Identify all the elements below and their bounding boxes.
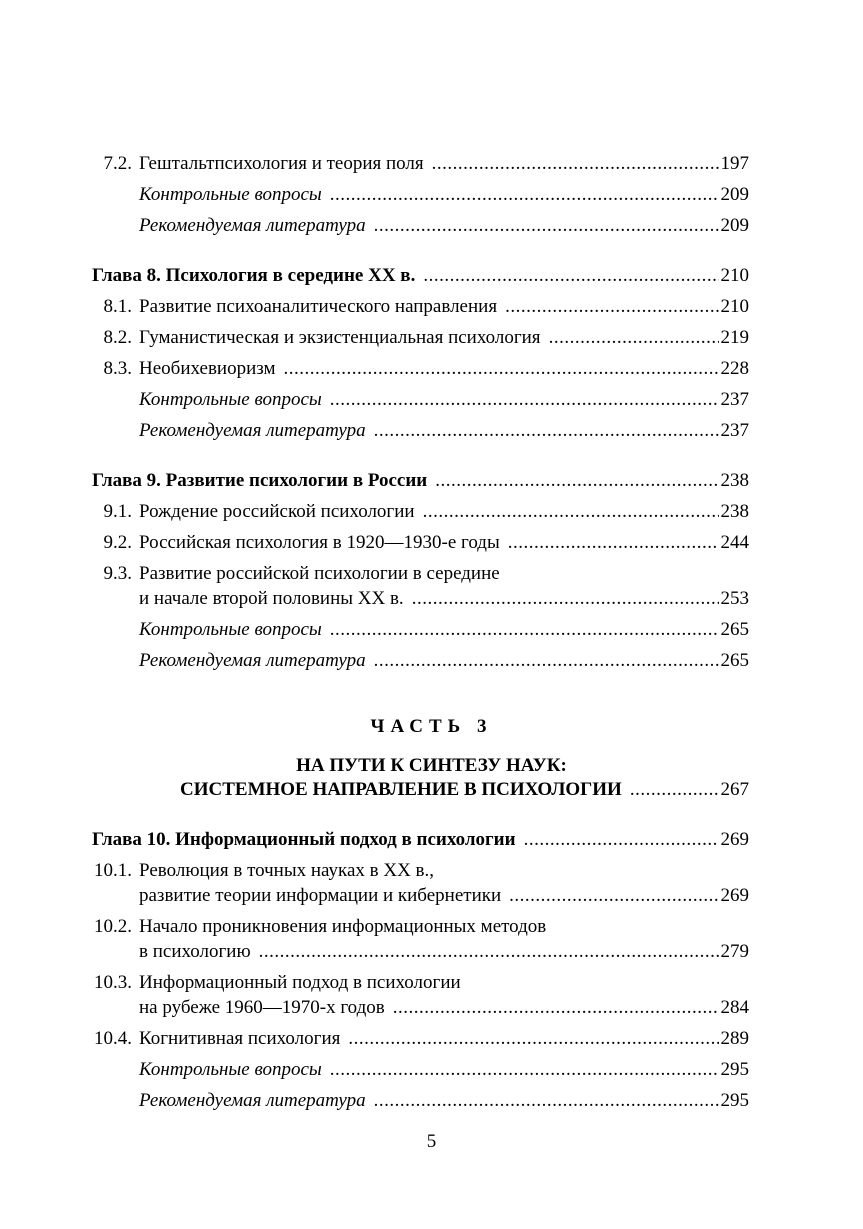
section-title: Контрольные вопросы xyxy=(139,619,322,640)
page-ref: 279 xyxy=(720,941,749,962)
section-number: 7.2. xyxy=(103,153,132,174)
toc-entry-ch10-literature xyxy=(92,1089,749,1113)
section-title: Развитие психоаналитического направления xyxy=(139,296,498,317)
leader-dots xyxy=(330,618,719,642)
section-number: 10.4. xyxy=(94,1028,132,1049)
leader-dots xyxy=(348,1027,718,1051)
section-title-line1: Развитие российской психологии в середине xyxy=(139,563,500,584)
page-ref: 253 xyxy=(720,588,749,609)
section-number: 9.1. xyxy=(103,501,132,522)
leader-dots xyxy=(330,1058,719,1082)
leader-dots xyxy=(524,828,719,852)
toc-entry-ch7-questions xyxy=(92,183,749,207)
section-number: 9.2. xyxy=(103,532,132,553)
leader-dots xyxy=(508,531,719,555)
toc-entry-10-2 xyxy=(92,915,749,939)
section-number: 8.1. xyxy=(103,296,132,317)
toc-entry-9-1 xyxy=(92,500,749,524)
page-ref: 209 xyxy=(720,215,749,236)
leader-dots xyxy=(549,326,719,350)
toc-entry-ch8-questions xyxy=(92,388,749,412)
page-ref: 237 xyxy=(720,389,749,410)
section-title: Рождение российской психологии xyxy=(139,501,415,522)
section-title: Гештальтпсихология и теория поля xyxy=(139,153,424,174)
page-ref: 197 xyxy=(720,153,749,174)
toc-entry-10-4 xyxy=(92,1027,749,1051)
section-title: Необихевиоризм xyxy=(139,358,276,379)
leader-dots xyxy=(505,295,718,319)
page-ref: 219 xyxy=(720,327,749,348)
leader-dots xyxy=(393,996,719,1020)
part-title-line2 xyxy=(92,777,749,803)
toc-entry-ch9-questions xyxy=(92,618,749,642)
section-number: 10.1. xyxy=(94,860,132,881)
leader-dots xyxy=(423,500,719,524)
toc-entry-8-3 xyxy=(92,357,749,381)
section-title-line2: развитие теории информации и кибернетики xyxy=(139,885,502,906)
page-ref: 269 xyxy=(720,829,749,850)
page-ref: 210 xyxy=(720,296,749,317)
chapter-title: Глава 9. Развитие психологии в России xyxy=(92,470,428,491)
page-number: 5 xyxy=(426,1131,437,1152)
toc-entry-8-2 xyxy=(92,326,749,350)
page-ref: 210 xyxy=(720,265,749,286)
section-title: Рекомендуемая литература xyxy=(139,215,366,236)
page-ref: 269 xyxy=(720,885,749,906)
section-title-line1: Начало проникновения информационных методов xyxy=(139,916,547,937)
leader-dots xyxy=(630,777,719,803)
toc-entry-ch9-literature xyxy=(92,649,749,673)
section-title: Рекомендуемая литература xyxy=(139,1090,366,1111)
leader-dots xyxy=(432,152,719,176)
chapter-title: Глава 10. Информационный подход в психологии xyxy=(92,829,516,850)
page-ref: 265 xyxy=(720,650,749,671)
section-title: Контрольные вопросы xyxy=(139,184,322,205)
part-title-text: НА ПУТИ К СИНТЕЗУ НАУК: xyxy=(296,755,567,776)
section-number: 8.3. xyxy=(103,358,132,379)
leader-dots xyxy=(435,469,718,493)
section-title-line2: на рубеже 1960—1970-х годов xyxy=(139,997,385,1018)
toc-entry-ch10-questions xyxy=(92,1058,749,1082)
leader-dots xyxy=(284,357,719,381)
page-ref: 265 xyxy=(720,619,749,640)
leader-dots xyxy=(423,264,718,288)
page-ref: 238 xyxy=(720,470,749,491)
section-title: Рекомендуемая литература xyxy=(139,420,366,441)
toc-entry-ch8-literature xyxy=(92,419,749,443)
part-title-text: СИСТЕМНОЕ НАПРАВЛЕНИЕ В ПСИХОЛОГИИ xyxy=(180,779,622,800)
page-ref: 289 xyxy=(720,1028,749,1049)
page-ref: 237 xyxy=(720,420,749,441)
toc-entry-ch7-literature xyxy=(92,214,749,238)
toc-chapter-8 xyxy=(92,264,749,288)
page-ref: 228 xyxy=(720,358,749,379)
page-ref: 244 xyxy=(720,532,749,553)
section-title: Российская психология в 1920—1930-е годы xyxy=(139,532,500,553)
section-title: Когнитивная психология xyxy=(139,1028,341,1049)
leader-dots xyxy=(509,884,718,908)
section-number: 8.2. xyxy=(103,327,132,348)
toc-entry-10-1-cont xyxy=(92,884,749,908)
section-title-line1: Революция в точных науках в XX в., xyxy=(139,860,435,881)
toc-chapter-10 xyxy=(92,828,749,852)
leader-dots xyxy=(374,649,719,673)
page-ref: 284 xyxy=(720,997,749,1018)
part-label-text: ЧАСТЬ 3 xyxy=(370,716,493,737)
toc-entry-10-1 xyxy=(92,859,749,883)
page-ref: 238 xyxy=(720,501,749,522)
section-title-line2: и начале второй половины XX в. xyxy=(139,588,404,609)
section-title: Контрольные вопросы xyxy=(139,1059,322,1080)
chapter-title: Глава 8. Психология в середине XX в. xyxy=(92,265,416,286)
page-ref: 209 xyxy=(720,184,749,205)
section-title: Гуманистическая и экзистенциальная психология xyxy=(139,327,541,348)
section-title: Контрольные вопросы xyxy=(139,389,322,410)
toc-entry-10-3-cont xyxy=(92,996,749,1020)
section-number: 10.2. xyxy=(94,916,132,937)
leader-dots xyxy=(330,388,719,412)
leader-dots xyxy=(374,214,719,238)
section-title-line2: в психологию xyxy=(139,941,251,962)
toc-entry-8-1 xyxy=(92,295,749,319)
leader-dots xyxy=(259,940,719,964)
leader-dots xyxy=(374,1089,719,1113)
section-number: 9.3. xyxy=(103,563,132,584)
toc-entry-10-3 xyxy=(92,971,749,995)
toc-entry-10-2-cont xyxy=(92,940,749,964)
section-title: Рекомендуемая литература xyxy=(139,650,366,671)
part-title-line1 xyxy=(0,753,863,779)
toc-chapter-9 xyxy=(92,469,749,493)
toc-entry-7-2 xyxy=(92,152,749,176)
part-label xyxy=(0,714,863,740)
toc-entry-9-3-cont xyxy=(92,587,749,611)
leader-dots xyxy=(330,183,719,207)
page-ref: 295 xyxy=(720,1090,749,1111)
section-number: 10.3. xyxy=(94,972,132,993)
toc-entry-9-2 xyxy=(92,531,749,555)
toc-entry-9-3 xyxy=(92,562,749,586)
page-ref: 295 xyxy=(720,1059,749,1080)
leader-dots xyxy=(412,587,719,611)
leader-dots xyxy=(374,419,719,443)
page-ref: 267 xyxy=(720,779,749,800)
section-title-line1: Информационный подход в психологии xyxy=(139,972,461,993)
